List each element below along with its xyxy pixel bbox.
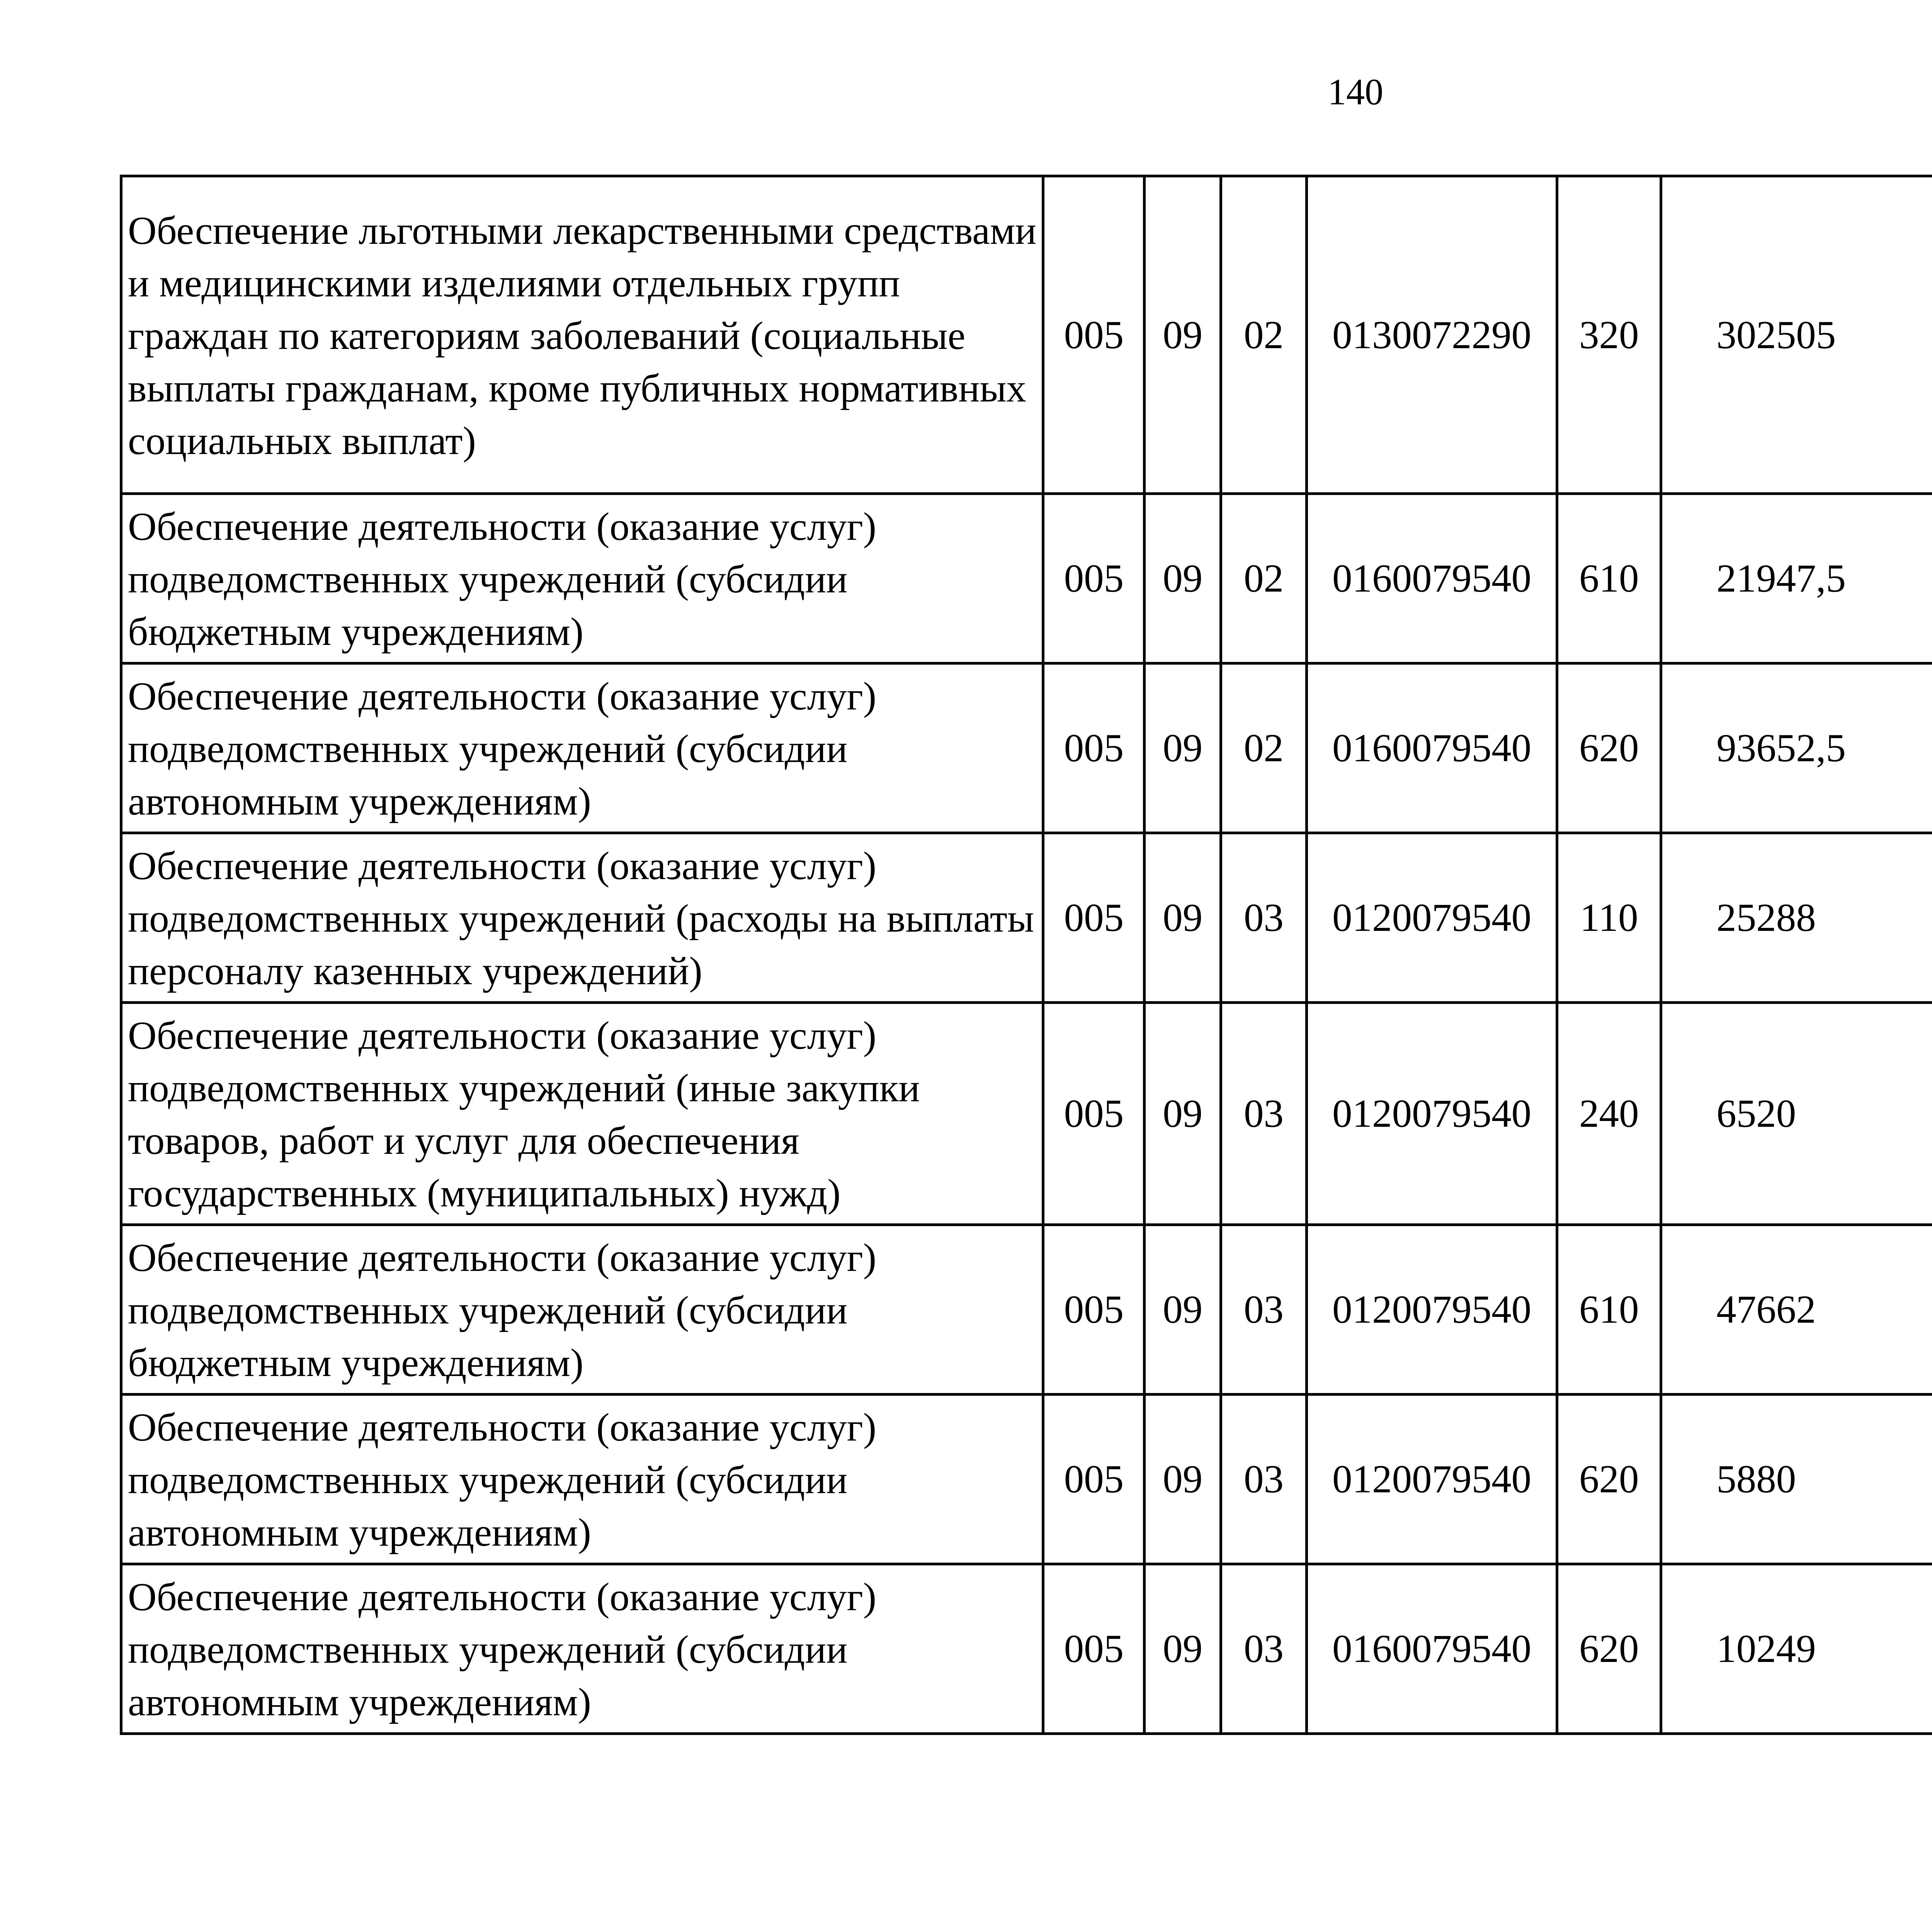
- expense-type-code: 620: [1557, 663, 1661, 833]
- subsection-code: 03: [1221, 1395, 1307, 1564]
- amount-year-1: 47662: [1661, 1225, 1932, 1395]
- ministry-code: 005: [1043, 1003, 1145, 1225]
- expense-type-code: 610: [1557, 494, 1661, 663]
- section-code: 09: [1145, 1225, 1221, 1395]
- expense-name: Обеспечение деятельности (оказание услуг) подведомственных учреждений (субсидии бюджетным учреждениям): [121, 494, 1043, 663]
- target-article-code: 0120079540: [1306, 833, 1557, 1003]
- section-code: 09: [1145, 176, 1221, 494]
- amount-year-1: 10249: [1661, 1564, 1932, 1734]
- amount-year-1: 21947,5: [1661, 494, 1932, 663]
- section-code: 09: [1145, 494, 1221, 663]
- expense-name: Обеспечение деятельности (оказание услуг) подведомственных учреждений (субсидии автономным учреждениям): [121, 1564, 1043, 1734]
- amount-year-1: 25288: [1661, 833, 1932, 1003]
- amount-year-1: 93652,5: [1661, 663, 1932, 833]
- expense-name: Обеспечение льготными лекарственными средствами и медицинскими изделиями отдельных групп граждан по категориям заболеваний (социальные выплаты гражданам, кроме публичных нормативных социальных выплат): [121, 176, 1043, 494]
- expense-type-code: 320: [1557, 176, 1661, 494]
- ministry-code: 005: [1043, 176, 1145, 494]
- ministry-code: 005: [1043, 494, 1145, 663]
- subsection-code: 02: [1221, 663, 1307, 833]
- ministry-code: 005: [1043, 833, 1145, 1003]
- table-row: [121, 1395, 1932, 1564]
- target-article-code: 0120079540: [1306, 1003, 1557, 1225]
- section-code: 09: [1145, 833, 1221, 1003]
- table-row: [121, 494, 1932, 663]
- expense-type-code: 610: [1557, 1225, 1661, 1395]
- ministry-code: 005: [1043, 1395, 1145, 1564]
- table-row: [121, 1564, 1932, 1734]
- ministry-code: 005: [1043, 1225, 1145, 1395]
- ministry-code: 005: [1043, 1564, 1145, 1734]
- expense-name: Обеспечение деятельности (оказание услуг) подведомственных учреждений (расходы на выплаты персоналу казенных учреждений): [121, 833, 1043, 1003]
- section-code: 09: [1145, 1395, 1221, 1564]
- subsection-code: 03: [1221, 1003, 1307, 1225]
- table-body: [121, 176, 1932, 1734]
- expense-name: Обеспечение деятельности (оказание услуг) подведомственных учреждений (иные закупки товаров, работ и услуг для обеспечения государственных (муниципальных) нужд): [121, 1003, 1043, 1225]
- table-row: [121, 176, 1932, 494]
- target-article-code: 0120079540: [1306, 1395, 1557, 1564]
- table-row: [121, 1003, 1932, 1225]
- subsection-code: 03: [1221, 833, 1307, 1003]
- budget-table: [120, 175, 1932, 1735]
- subsection-code: 03: [1221, 1225, 1307, 1395]
- subsection-code: 03: [1221, 1564, 1307, 1734]
- table-row: [121, 833, 1932, 1003]
- ministry-code: 005: [1043, 663, 1145, 833]
- subsection-code: 02: [1221, 494, 1307, 663]
- target-article-code: 0160079540: [1306, 494, 1557, 663]
- section-code: 09: [1145, 1003, 1221, 1225]
- subsection-code: 02: [1221, 176, 1307, 494]
- expense-type-code: 620: [1557, 1395, 1661, 1564]
- amount-year-1: 6520: [1661, 1003, 1932, 1225]
- expense-type-code: 110: [1557, 833, 1661, 1003]
- target-article-code: 0130072290: [1306, 176, 1557, 494]
- section-code: 09: [1145, 663, 1221, 833]
- target-article-code: 0160079540: [1306, 663, 1557, 833]
- expense-type-code: 240: [1557, 1003, 1661, 1225]
- table-row: [121, 663, 1932, 833]
- target-article-code: 0120079540: [1306, 1225, 1557, 1395]
- amount-year-1: 302505: [1661, 176, 1932, 494]
- amount-year-1: 5880: [1661, 1395, 1932, 1564]
- page-number: 140: [1328, 71, 1383, 112]
- expense-name: Обеспечение деятельности (оказание услуг) подведомственных учреждений (субсидии бюджетным учреждениям): [121, 1225, 1043, 1395]
- table-row: [121, 1225, 1932, 1395]
- expense-type-code: 620: [1557, 1564, 1661, 1734]
- expense-name: Обеспечение деятельности (оказание услуг) подведомственных учреждений (субсидии автономным учреждениям): [121, 1395, 1043, 1564]
- target-article-code: 0160079540: [1306, 1564, 1557, 1734]
- expense-name: Обеспечение деятельности (оказание услуг) подведомственных учреждений (субсидии автономным учреждениям): [121, 663, 1043, 833]
- section-code: 09: [1145, 1564, 1221, 1734]
